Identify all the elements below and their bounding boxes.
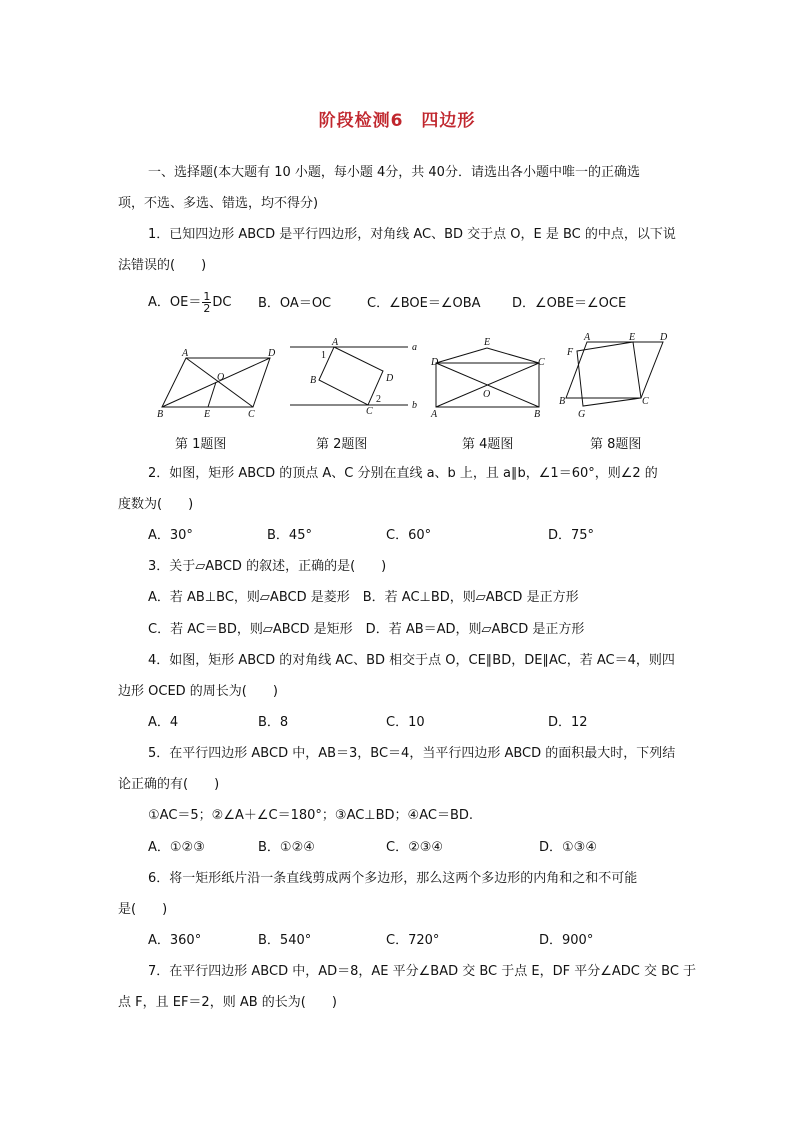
fig2-label-c-point: C <box>366 406 373 416</box>
fig1-label-a: A <box>182 348 189 359</box>
figure-2 <box>286 336 426 420</box>
fig4-segment-ec <box>487 348 539 363</box>
q5-stem-line-2: 论正确的有( ) <box>118 777 220 792</box>
q3-stem: 3．关于▱ABCD 的叙述，正确的是( ) <box>148 559 387 574</box>
q2-option-c[interactable]: C．60° <box>386 528 432 543</box>
fig2-label-angle-1: 1 <box>321 350 326 361</box>
q5-stem-line-1: 5．在平行四边形 ABCD 中，AB＝3，BC＝4，当平行四边形 ABCD 的面积最大时，下列结 <box>148 746 676 761</box>
fig8-folded-square <box>577 342 641 406</box>
fig2-label-b-point: B <box>310 375 317 386</box>
fig4-label-a: A <box>431 409 438 420</box>
fig1-label-d: D <box>268 348 276 359</box>
fig2-label-line-a: a <box>412 342 417 353</box>
q6-option-a[interactable]: A．360° <box>148 933 202 948</box>
fig8-label-e: E <box>629 332 636 343</box>
fig4-label-e: E <box>484 337 491 348</box>
q2-option-d[interactable]: D．75° <box>548 528 595 543</box>
q1-stem-line-2: 法错误的( ) <box>118 258 207 273</box>
q4-option-d[interactable]: D．12 <box>548 715 588 730</box>
figure-4 <box>426 334 550 424</box>
q7-stem-line-1: 7．在平行四边形 ABCD 中，AD＝8，AE 平分∠BAD 交 BC 于点 E，DF 平分∠ADC 交 BC 于 <box>148 964 697 979</box>
figure-1 <box>150 345 290 429</box>
q2-stem-line-2: 度数为( ) <box>118 497 194 512</box>
page-title: 阶段检测6 四边形 <box>318 111 476 131</box>
fig2-label-a-point: A <box>332 337 339 348</box>
q4-stem-line-2: 边形 OCED 的周长为( ) <box>118 684 278 699</box>
fraction-numerator: 1 <box>203 290 211 303</box>
fig2-rectangle <box>319 347 383 405</box>
fig2-label-angle-2: 2 <box>376 394 381 405</box>
fig8-label-b: B <box>559 396 566 407</box>
q1-option-a-suffix: DC <box>212 295 232 310</box>
q5-option-d[interactable]: D．①③④ <box>539 840 597 855</box>
fig2-label-line-b: b <box>412 400 417 411</box>
section-intro-line-1: 一、选择题(本大题有 10 小题，每小题 4分，共 40分．请选出各小题中唯一的正确选 <box>148 165 640 180</box>
q4-option-b[interactable]: B．8 <box>258 715 289 730</box>
fig8-label-f: F <box>567 347 574 358</box>
figure-8 <box>556 328 676 424</box>
fraction-one-half <box>202 291 211 314</box>
q1-option-d[interactable]: D．∠OBE＝∠OCE <box>512 296 627 311</box>
fig4-label-d: D <box>431 357 439 368</box>
fig1-label-b: B <box>157 409 164 420</box>
q1-option-a[interactable] <box>148 291 231 314</box>
q2-option-b[interactable]: B．45° <box>267 528 312 543</box>
figure-2-caption: 第 2题图 <box>316 437 368 452</box>
q2-option-a[interactable]: A．30° <box>148 528 193 543</box>
q4-stem-line-1: 4．如图，矩形 ABCD 的对角线 AC、BD 相交于点 O，CE∥BD，DE∥AC，若 AC＝4，则四 <box>148 653 675 668</box>
q3-options-row-1[interactable]: A．若 AB⊥BC，则▱ABCD 是菱形 B．若 AC⊥BD，则▱ABCD 是正方形 <box>148 590 579 605</box>
fig8-label-d: D <box>660 332 668 343</box>
q7-stem-line-2: 点 F，且 EF＝2，则 AB 的长为( ) <box>118 995 337 1010</box>
q6-option-c[interactable]: C．720° <box>386 933 440 948</box>
fig1-label-o: O <box>217 372 225 383</box>
q3-options-row-2[interactable]: C．若 AC＝BD，则▱ABCD 是矩形 D．若 AB＝AD，则▱ABCD 是正方形 <box>148 622 585 637</box>
q6-stem-line-2: 是( ) <box>118 902 168 917</box>
figure-4-caption: 第 4题图 <box>462 437 514 452</box>
q6-option-b[interactable]: B．540° <box>258 933 312 948</box>
q4-option-c[interactable]: C．10 <box>386 715 425 730</box>
q5-option-c[interactable]: C．②③④ <box>386 840 444 855</box>
q1-stem-line-1: 1．已知四边形 ABCD 是平行四边形，对角线 AC、BD 交于点 O，E 是 BC 的中点，以下说 <box>148 227 676 242</box>
fig1-label-c: C <box>248 409 255 420</box>
q1-option-b[interactable]: B．OA＝OC <box>258 296 332 311</box>
q1-option-c[interactable]: C．∠BOE＝∠OBA <box>367 296 481 311</box>
figure-1-caption: 第 1题图 <box>175 437 227 452</box>
q1-option-a-prefix: A．OE＝ <box>148 295 202 310</box>
fig2-label-d-point: D <box>386 373 394 384</box>
q5-option-a[interactable]: A．①②③ <box>148 840 205 855</box>
fig4-label-b: B <box>534 409 541 420</box>
fig1-label-e: E <box>204 409 211 420</box>
fig4-segment-de <box>436 348 487 363</box>
fig4-label-o: O <box>483 389 491 400</box>
fig8-label-g: G <box>578 409 586 420</box>
q6-option-d[interactable]: D．900° <box>539 933 594 948</box>
q5-option-b[interactable]: B．①②④ <box>258 840 315 855</box>
figure-8-caption: 第 8题图 <box>590 437 642 452</box>
q6-stem-line-1: 6．将一矩形纸片沿一条直线剪成两个多边形，那么这两个多边形的内角和之和不可能 <box>148 871 638 886</box>
fig4-label-c: C <box>538 357 545 368</box>
section-intro-line-2: 项，不选、多选、错选，均不得分) <box>118 196 319 211</box>
q2-stem-line-1: 2．如图，矩形 ABCD 的顶点 A、C 分别在直线 a、b 上，且 a∥b，∠1＝60°，则∠2 的 <box>148 466 658 481</box>
q5-conditions: ①AC＝5；②∠A＋∠C＝180°；③AC⊥BD；④AC＝BD. <box>148 808 474 823</box>
fig8-label-a: A <box>584 332 591 343</box>
q4-option-a[interactable]: A．4 <box>148 715 179 730</box>
fraction-denominator: 2 <box>203 302 211 315</box>
fig8-label-c: C <box>642 396 649 407</box>
